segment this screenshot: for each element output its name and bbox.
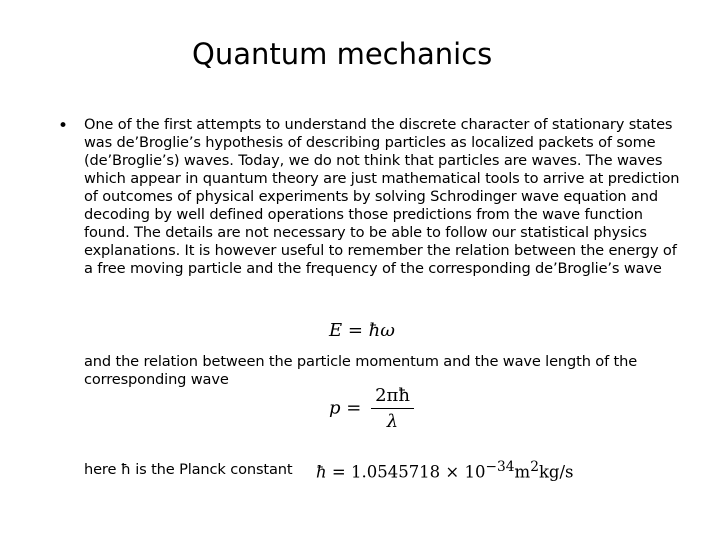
text-line: and the relation between the particle momentum and the wave length of the <box>84 353 638 370</box>
text-line: One of the first attempts to understand the discrete character of stationary states <box>84 116 673 133</box>
fraction-denominator: λ <box>386 411 399 432</box>
equation-planck-units-tail: kg/s <box>538 462 574 482</box>
equals-sign: = <box>340 397 368 419</box>
equation-planck-constant <box>316 459 574 482</box>
paragraph-intro <box>84 116 679 278</box>
equation-planck-value: = 1.0545718 × 10 <box>326 462 486 482</box>
equals-sign: = <box>342 320 369 341</box>
paragraph-planck: here ħ is the Planck constant <box>84 461 293 478</box>
equation-planck-units-exponent: 2 <box>530 459 539 475</box>
text-line: (de’Broglie’s) waves. Today, we do not think that particles are waves. The waves <box>84 152 663 169</box>
text-line: explanations. It is however useful to remember the relation between the energy of <box>84 242 677 259</box>
equation-planck-units: m <box>514 462 531 482</box>
fraction-numerator: 2πħ <box>371 385 414 409</box>
text-line: corresponding wave <box>84 371 229 388</box>
equation-energy <box>329 320 395 341</box>
equation-planck-lhs: ħ <box>316 462 327 482</box>
text-line: which appear in quantum theory are just mathematical tools to arrive at prediction <box>84 170 680 187</box>
text-line: a free moving particle and the frequency of the corresponding de’Broglie’s wave <box>84 260 662 277</box>
text-line: decoding by well defined operations those predictions from the wave function <box>84 206 643 223</box>
paragraph-momentum <box>84 353 637 389</box>
slide-title: Quantum mechanics <box>192 37 493 71</box>
equation-momentum-lhs: p <box>329 397 341 419</box>
equation-energy-rhs: ħω <box>368 320 395 341</box>
text-line: found. The details are not necessary to be able to follow our statistical physics <box>84 224 647 241</box>
text-line: was de’Broglie’s hypothesis of describing particles as localized packets of some <box>84 134 656 151</box>
equation-planck-exponent: −34 <box>485 459 515 475</box>
fraction <box>371 385 414 432</box>
bullet-marker: • <box>58 116 69 136</box>
equation-energy-lhs: E <box>329 320 343 341</box>
equation-momentum <box>329 385 414 432</box>
text-line: of outcomes of physical experiments by solving Schrodinger wave equation and <box>84 188 659 205</box>
